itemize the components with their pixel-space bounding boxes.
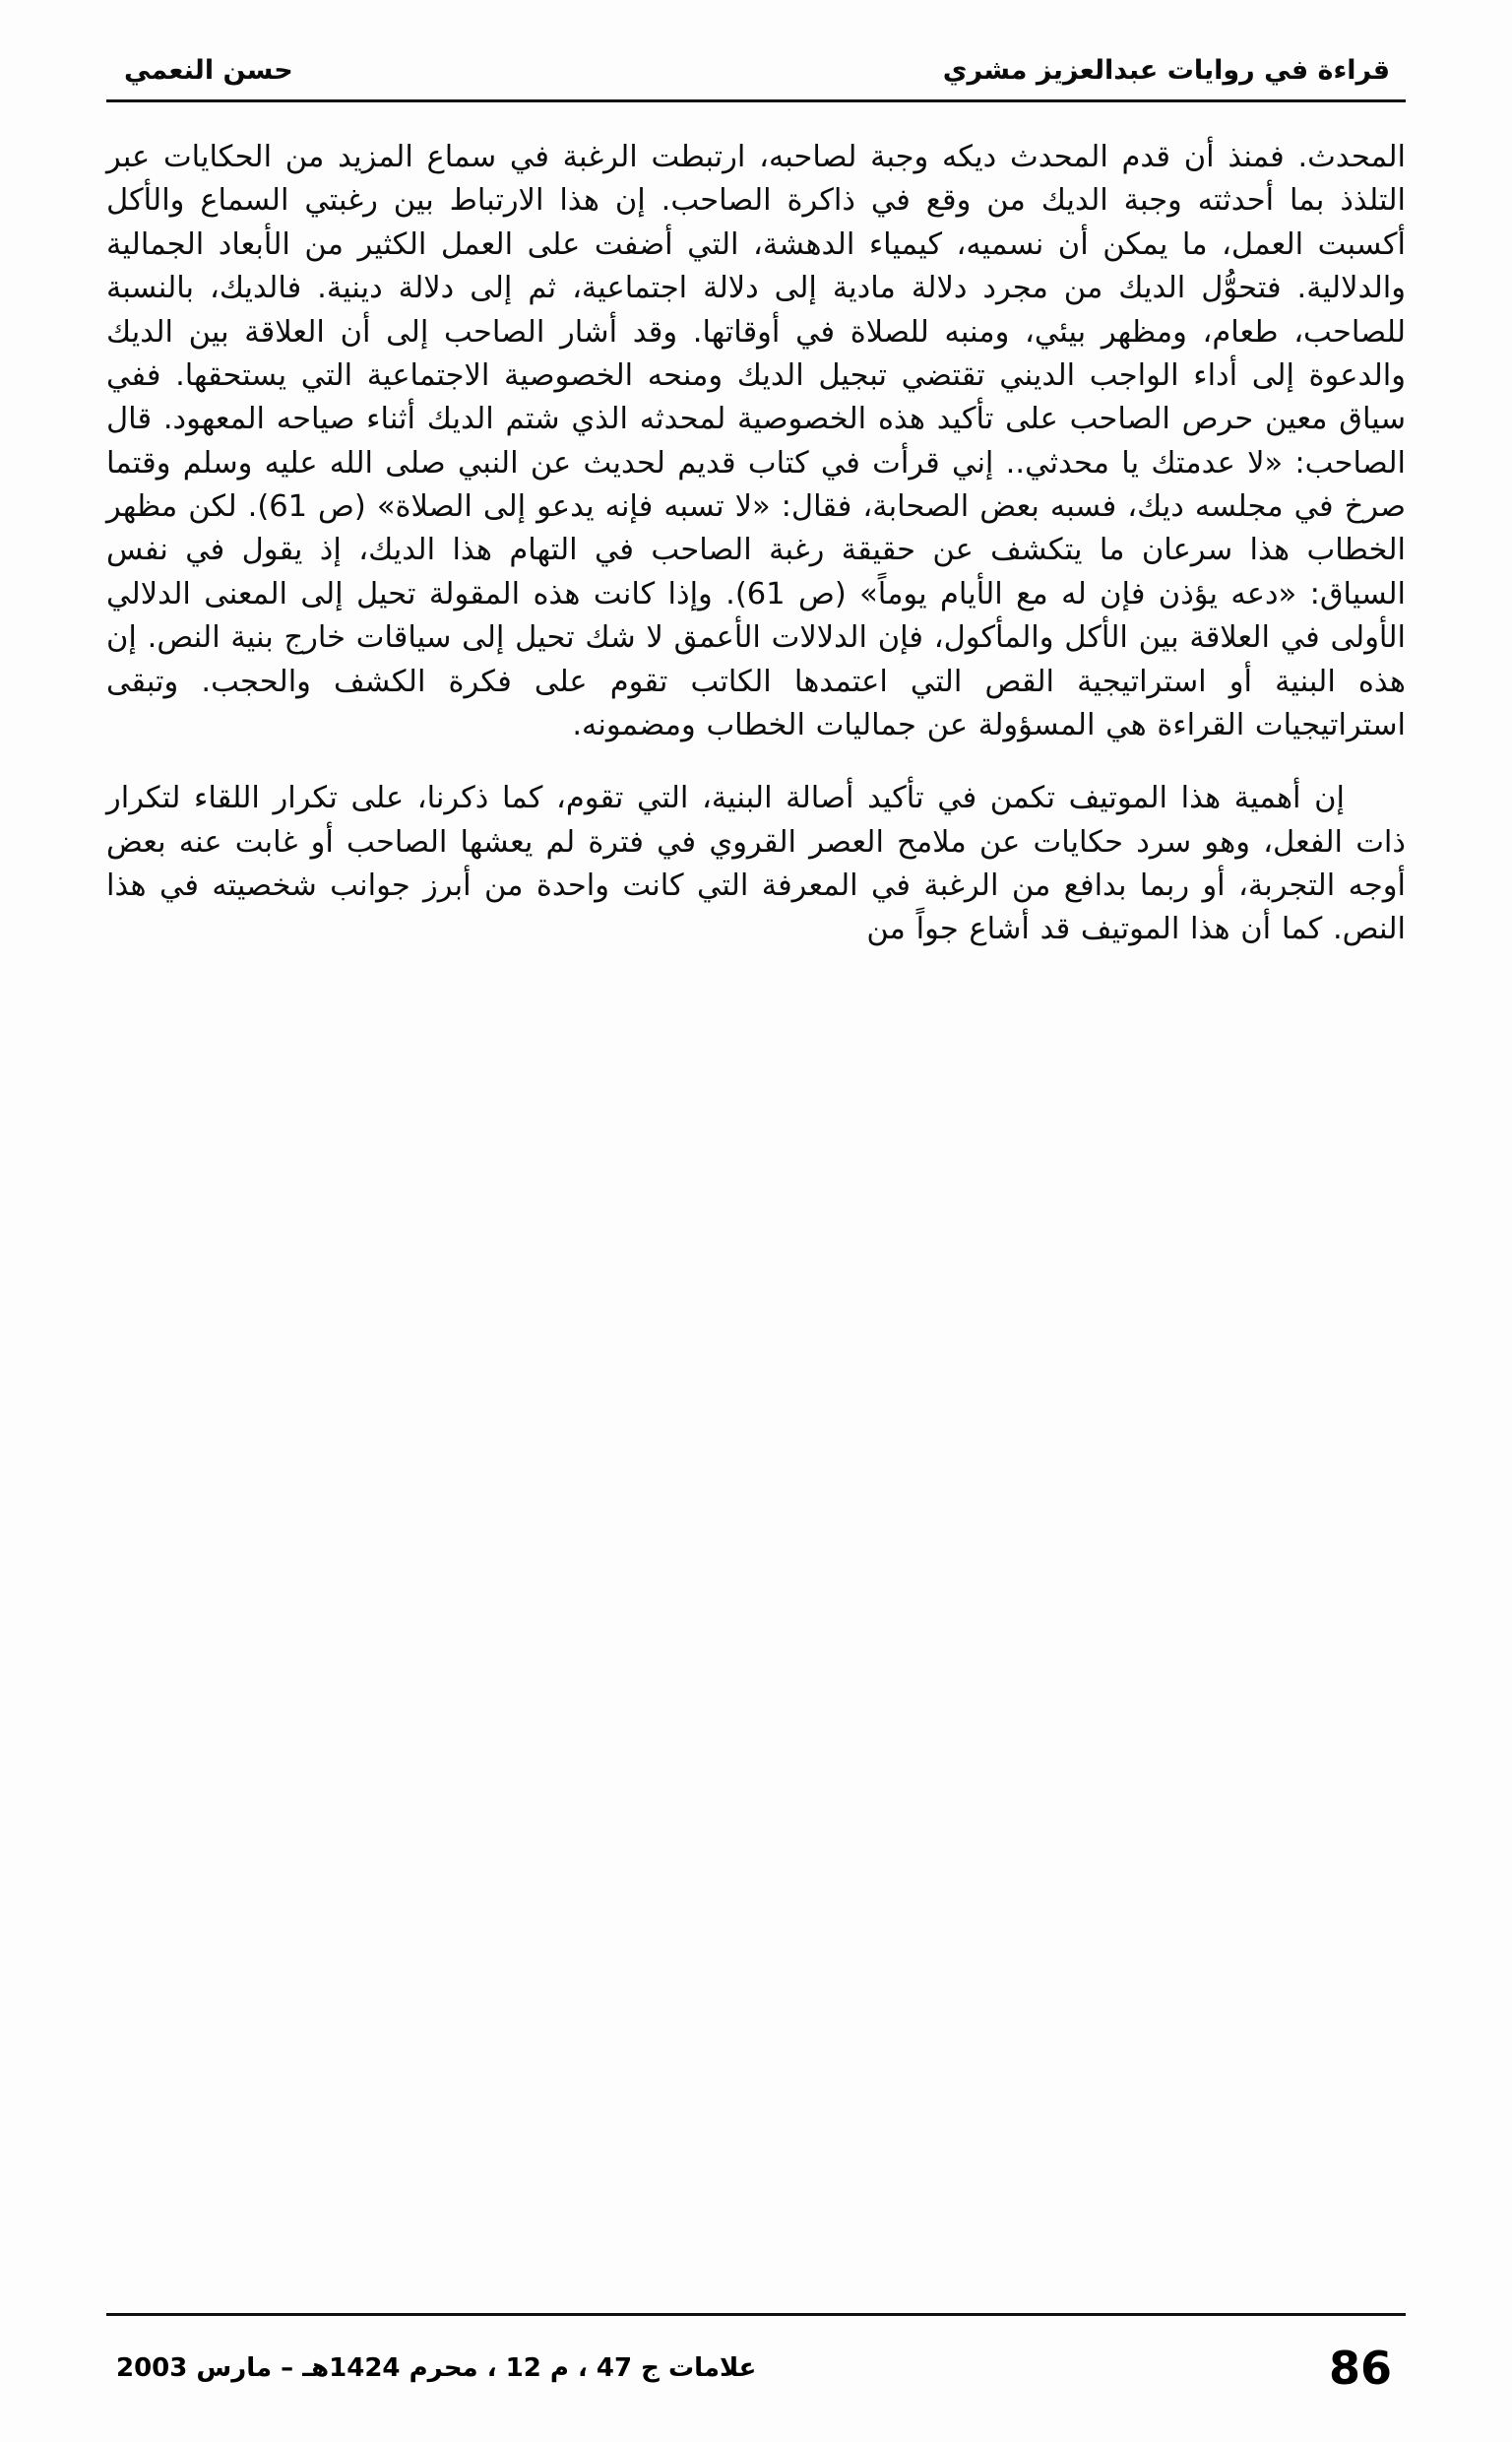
journal-imprint: علامات ج 47 ، م 12 ، محرم 1424هـ – مارس 2003: [116, 2353, 757, 2383]
running-head-title: قراءة في روايات عبدالعزيز مشري: [942, 55, 1390, 86]
body-text: [106, 136, 1406, 952]
page-number: 86: [1328, 2342, 1392, 2395]
running-head: [106, 55, 1406, 99]
footer-divider: [106, 2313, 1406, 2316]
paragraph: إن أهمية هذا الموتيف تكمن في تأكيد أصالة البنية، التي تقوم، كما ذكرنا، على تكرار اللقاء لتكرار ذات الفعل، وهو سرد حكايات عن ملامح العصر القروي في فترة لم يعشها الصاحب أو غابت عنه بعض أوجه التجربة، أو ربما بدافع من الرغبة في المعرفة التي كانت واحدة من أبرز جوانب شخصيته في هذا النص. كما أن هذا الموتيف قد أشاع جواً من: [106, 781, 1406, 947]
page-footer: [106, 2342, 1406, 2395]
running-head-author: حسن النعمي: [124, 55, 293, 86]
paragraph: المحدث. فمنذ أن قدم المحدث ديكه وجبة لصاحبه، ارتبطت الرغبة في سماع المزيد من الحكايات عبر التلذذ بما أحدثته وجبة الديك من وقع في ذاكرة الصاحب. إن هذا الارتباط بين رغبتي السماع والأكل أكسبت العمل، ما يمكن أن نسميه، كيمياء الدهشة، التي أضفت على العمل الكثير من الأبعاد الجمالية والدلالية. فتحوُّل الديك من مجرد دلالة مادية إلى دلالة اجتماعية، ثم إلى دلالة دينية. فالديك، بالنسبة للصاحب، طعام، ومظهر بيئي، ومنبه للصلاة في أوقاتها. وقد أشار الصاحب إلى أن العلاقة بين الديك والدعوة إلى أداء الواجب الديني تقتضي تبجيل الديك ومنحه الخصوصية الاجتماعية التي يستحقها. ففي سياق معين حرص الصاحب على تأكيد هذه الخصوصية لمحدثه الذي شتم الديك أثناء صياحه المعهود. قال الصاحب: «لا عدمتك يا محدثي.. إني قرأت في كتاب قديم لحديث عن النبي صلى الله عليه وسلم وقتما صرخ في مجلسه ديك، فسبه بعض الصحابة، فقال: «لا تسبه فإنه يدعو إلى الصلاة» (ص 61). لكن مظهر الخطاب هذا سرعان ما يتكشف عن حقيقة رغبة الصاحب في التهام هذا الديك، إذ يقول في نفس السياق: «دعه يؤذن فإن له مع الأيام يوماً» (ص 61). وإذا كانت هذه المقولة تحيل إلى المعنى الدلالي الأولى في العلاقة بين الأكل والمأكول، فإن الدلالات الأعمق لا شك تحيل إلى سياقات خارج بنية النص. إن هذه البنية أو استراتيجية القص التي اعتمدها الكاتب تقوم على فكرة الكشف والحجب. وتبقى استراتيجيات القراءة هي المسؤولة عن جماليات الخطاب ومضمونه.: [106, 140, 1406, 742]
header-divider: [106, 99, 1406, 102]
